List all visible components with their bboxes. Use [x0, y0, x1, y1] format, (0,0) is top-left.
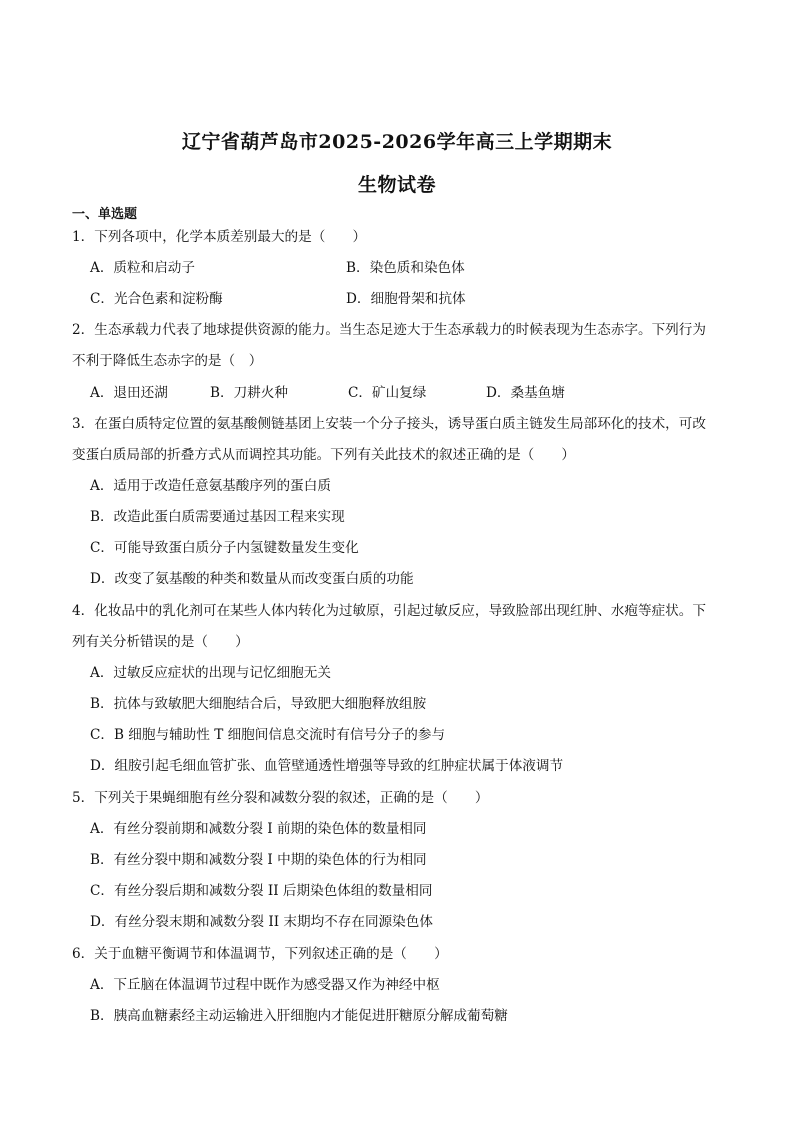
question-5-stem: 5．下列关于果蝇细胞有丝分裂和减数分裂的叙述，正确的是（ ）: [72, 790, 489, 806]
question-3-option-c: C．可能导致蛋白质分子内氢键数量发生变化: [90, 540, 359, 556]
question-1-option-d: D．细胞骨架和抗体: [346, 291, 466, 307]
question-4-option-c: C．B 细胞与辅助性 T 细胞间信息交流时有信号分子的参与: [90, 727, 446, 743]
question-1-option-b: B．染色质和染色体: [346, 260, 465, 276]
question-1-option-a: A．质粒和启动子: [90, 260, 195, 276]
question-5-option-c: C．有丝分裂后期和减数分裂 II 后期染色体组的数量相同: [90, 883, 433, 899]
question-2-option-c: C．矿山复绿: [348, 385, 427, 401]
question-1-stem: 1．下列各项中，化学本质差别最大的是（ ）: [72, 229, 367, 245]
question-1-option-c: C．光合色素和淀粉酶: [90, 291, 223, 307]
question-3-stem-line-1: 3．在蛋白质特定位置的氨基酸侧链基团上安装一个分子接头，诱导蛋白质主链发生局部环化的技术，可改: [72, 416, 706, 432]
question-4-option-b: B．抗体与致敏肥大细胞结合后，导致肥大细胞释放组胺: [90, 696, 427, 712]
question-6-option-b: B．胰高血糖素经主动运输进入肝细胞内才能促进肝糖原分解成葡萄糖: [90, 1008, 508, 1024]
question-2-option-b: B．刀耕火种: [210, 385, 288, 401]
question-6-option-a: A．下丘脑在体温调节过程中既作为感受器又作为神经中枢: [90, 977, 440, 993]
question-4-option-d: D．组胺引起毛细血管扩张、血管壁通透性增强等导致的红肿症状属于体液调节: [90, 758, 564, 774]
section-heading: 一、单选题: [72, 207, 138, 222]
question-6-stem: 6．关于血糖平衡调节和体温调节，下列叙述正确的是（ ）: [72, 946, 448, 962]
question-4-option-a: A．过敏反应症状的出现与记忆细胞无关: [90, 665, 331, 681]
page-title: 辽宁省葫芦岛市2025-2026学年高三上学期期末: [181, 131, 613, 153]
question-3-option-b: B．改造此蛋白质需要通过基因工程来实现: [90, 509, 345, 525]
question-2-option-d: D．桑基鱼塘: [486, 385, 565, 401]
question-5-option-a: A．有丝分裂前期和减数分裂 I 前期的染色体的数量相同: [90, 821, 427, 837]
question-2-stem-line-1: 2．生态承载力代表了地球提供资源的能力。当生态足迹大于生态承载力的时候表现为生态赤字。下列行为: [72, 322, 706, 338]
page-subtitle: 生物试卷: [357, 174, 436, 196]
question-5-option-b: B．有丝分裂中期和减数分裂 I 中期的染色体的行为相同: [90, 852, 427, 868]
question-3-stem-line-2: 变蛋白质局部的折叠方式从而调控其功能。下列有关此技术的叙述正确的是（ ）: [72, 447, 575, 463]
question-5-option-d: D．有丝分裂末期和减数分裂 II 末期均不存在同源染色体: [90, 914, 433, 930]
question-4-stem-line-1: 4．化妆品中的乳化剂可在某些人体内转化为过敏原，引起过敏反应，导致脸部出现红肿、水疱等症状。下: [72, 603, 706, 619]
question-3-option-d: D．改变了氨基酸的种类和数量从而改变蛋白质的功能: [90, 571, 414, 587]
question-3-option-a: A．适用于改造任意氨基酸序列的蛋白质: [90, 478, 331, 494]
question-4-stem-line-2: 列有关分析错误的是（ ）: [72, 634, 249, 650]
question-2-stem-line-2: 不利于降低生态赤字的是（ ）: [72, 353, 263, 369]
question-2-option-a: A．退田还湖: [90, 385, 168, 401]
